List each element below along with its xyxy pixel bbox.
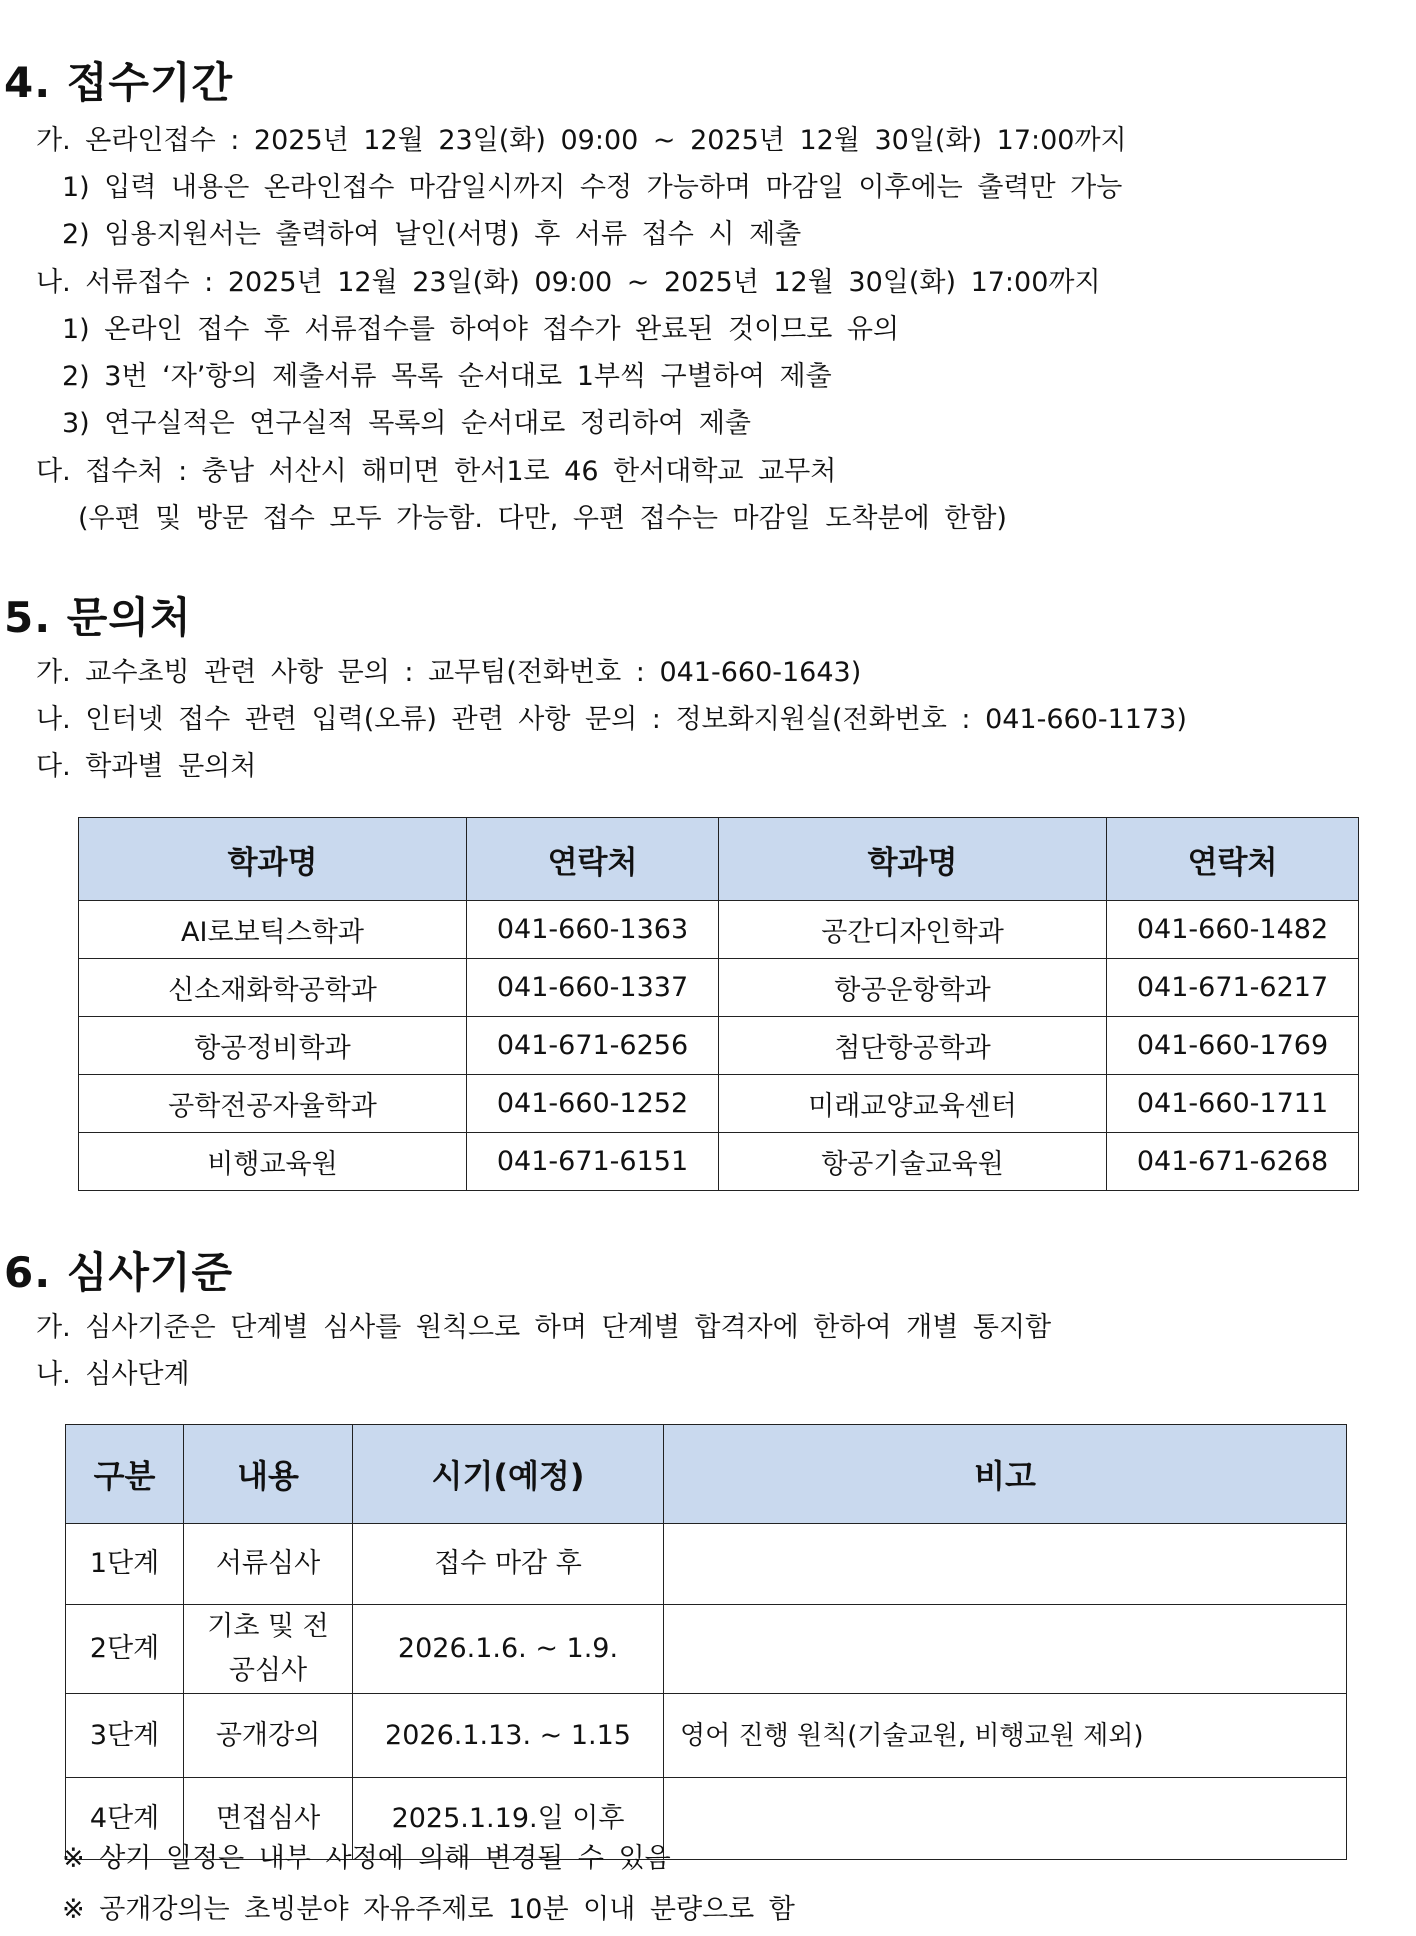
column-header-schedule: 시기(예정) — [353, 1425, 664, 1524]
schedule-change-note: ※ 상기 일정은 내부 사정에 의해 변경될 수 있음 — [62, 1843, 671, 1874]
department-contact-table — [78, 817, 1359, 1191]
table-row — [66, 1694, 1347, 1778]
column-header-remarks: 비고 — [664, 1425, 1347, 1524]
inquiry-internet-line: 나. 인터넷 접수 관련 입력(오류) 관련 사항 문의 : 정보화지원실(전화번호 : 041-660-1173) — [36, 704, 1187, 735]
column-header-content: 내용 — [184, 1425, 353, 1524]
inquiry-department-line: 다. 학과별 문의처 — [36, 751, 257, 782]
department-name: 신소재화학공학과 — [79, 959, 467, 1017]
stage-schedule: 2026.1.13. ~ 1.15 — [353, 1694, 664, 1778]
stage-schedule: 2026.1.6. ~ 1.9. — [353, 1605, 664, 1694]
department-name: 항공운항학과 — [719, 959, 1107, 1017]
phone-number: 041-660-1363 — [467, 901, 719, 959]
lecture-note: ※ 공개강의는 초빙분야 자유주제로 10분 이내 분량으로 함 — [62, 1894, 795, 1925]
stage-remarks: 영어 진행 원칙(기술교원, 비행교원 제외) — [664, 1694, 1347, 1778]
table-header-row — [79, 818, 1359, 901]
stage-label: 3단계 — [66, 1694, 184, 1778]
department-name: 비행교육원 — [79, 1133, 467, 1191]
stage-remarks — [664, 1524, 1347, 1605]
table-header-row — [66, 1425, 1347, 1524]
criteria-stages-line: 나. 심사단계 — [36, 1359, 190, 1390]
table-row — [66, 1605, 1347, 1694]
stage-content: 면접심사 — [184, 1778, 353, 1860]
criteria-principle-line: 가. 심사기준은 단계별 심사를 원칙으로 하며 단계별 합격자에 한하여 개별 통지함 — [36, 1312, 1052, 1343]
document-note-2: 2) 3번 ‘자’항의 제출서류 목록 순서대로 1부씩 구별하여 제출 — [62, 361, 832, 392]
phone-number: 041-660-1769 — [1107, 1017, 1359, 1075]
column-header-contact: 연락처 — [467, 818, 719, 901]
application-address-note: (우편 및 방문 접수 모두 가능함. 다만, 우편 접수는 마감일 도착분에 한함) — [78, 503, 1007, 534]
phone-number: 041-660-1252 — [467, 1075, 719, 1133]
screening-stage-table — [65, 1424, 1347, 1860]
column-header-stage: 구분 — [66, 1425, 184, 1524]
department-name: AI로보틱스학과 — [79, 901, 467, 959]
department-name: 공간디자인학과 — [719, 901, 1107, 959]
department-name: 항공기술교육원 — [719, 1133, 1107, 1191]
phone-number: 041-671-6256 — [467, 1017, 719, 1075]
stage-content: 서류심사 — [184, 1524, 353, 1605]
section-4-title: 4. 접수기간 — [4, 58, 234, 107]
stage-remarks — [664, 1778, 1347, 1860]
table-row — [79, 1133, 1359, 1191]
table-row — [79, 1017, 1359, 1075]
stage-schedule: 2025.1.19.일 이후 — [353, 1778, 664, 1860]
document-note-1: 1) 온라인 접수 후 서류접수를 하여야 접수가 완료된 것이므로 유의 — [62, 314, 900, 345]
stage-content: 공개강의 — [184, 1694, 353, 1778]
phone-number: 041-671-6268 — [1107, 1133, 1359, 1191]
table-row — [79, 959, 1359, 1017]
department-name: 공학전공자율학과 — [79, 1075, 467, 1133]
section-6-title: 6. 심사기준 — [4, 1248, 234, 1297]
phone-number: 041-671-6217 — [1107, 959, 1359, 1017]
column-header-department: 학과명 — [79, 818, 467, 901]
column-header-department: 학과명 — [719, 818, 1107, 901]
phone-number: 041-660-1482 — [1107, 901, 1359, 959]
phone-number: 041-660-1711 — [1107, 1075, 1359, 1133]
application-address-line: 다. 접수처 : 충남 서산시 해미면 한서1로 46 한서대학교 교무처 — [36, 456, 837, 487]
online-application-line: 가. 온라인접수 : 2025년 12월 23일(화) 09:00 ~ 2025년 12월 30일(화) 17:00까지 — [36, 125, 1127, 156]
phone-number: 041-660-1337 — [467, 959, 719, 1017]
document-application-line: 나. 서류접수 : 2025년 12월 23일(화) 09:00 ~ 2025년 12월 30일(화) 17:00까지 — [36, 267, 1101, 298]
stage-content: 기초 및 전공심사 — [184, 1605, 353, 1694]
phone-number: 041-671-6151 — [467, 1133, 719, 1191]
section-5-title: 5. 문의처 — [4, 593, 192, 642]
document-note-3: 3) 연구실적은 연구실적 목록의 순서대로 정리하여 제출 — [62, 408, 752, 439]
table-row — [66, 1524, 1347, 1605]
department-name: 미래교양교육센터 — [719, 1075, 1107, 1133]
stage-remarks — [664, 1605, 1347, 1694]
column-header-contact: 연락처 — [1107, 818, 1359, 901]
department-name: 항공정비학과 — [79, 1017, 467, 1075]
table-row — [79, 1075, 1359, 1133]
inquiry-recruitment-line: 가. 교수초빙 관련 사항 문의 : 교무팀(전화번호 : 041-660-1643) — [36, 657, 862, 688]
stage-schedule: 접수 마감 후 — [353, 1524, 664, 1605]
online-note-1: 1) 입력 내용은 온라인접수 마감일시까지 수정 가능하며 마감일 이후에는 출력만 가능 — [62, 172, 1123, 203]
table-row — [79, 901, 1359, 959]
department-name: 첨단항공학과 — [719, 1017, 1107, 1075]
stage-label: 1단계 — [66, 1524, 184, 1605]
stage-label: 4단계 — [66, 1778, 184, 1860]
stage-label: 2단계 — [66, 1605, 184, 1694]
online-note-2: 2) 임용지원서는 출력하여 날인(서명) 후 서류 접수 시 제출 — [62, 219, 802, 250]
